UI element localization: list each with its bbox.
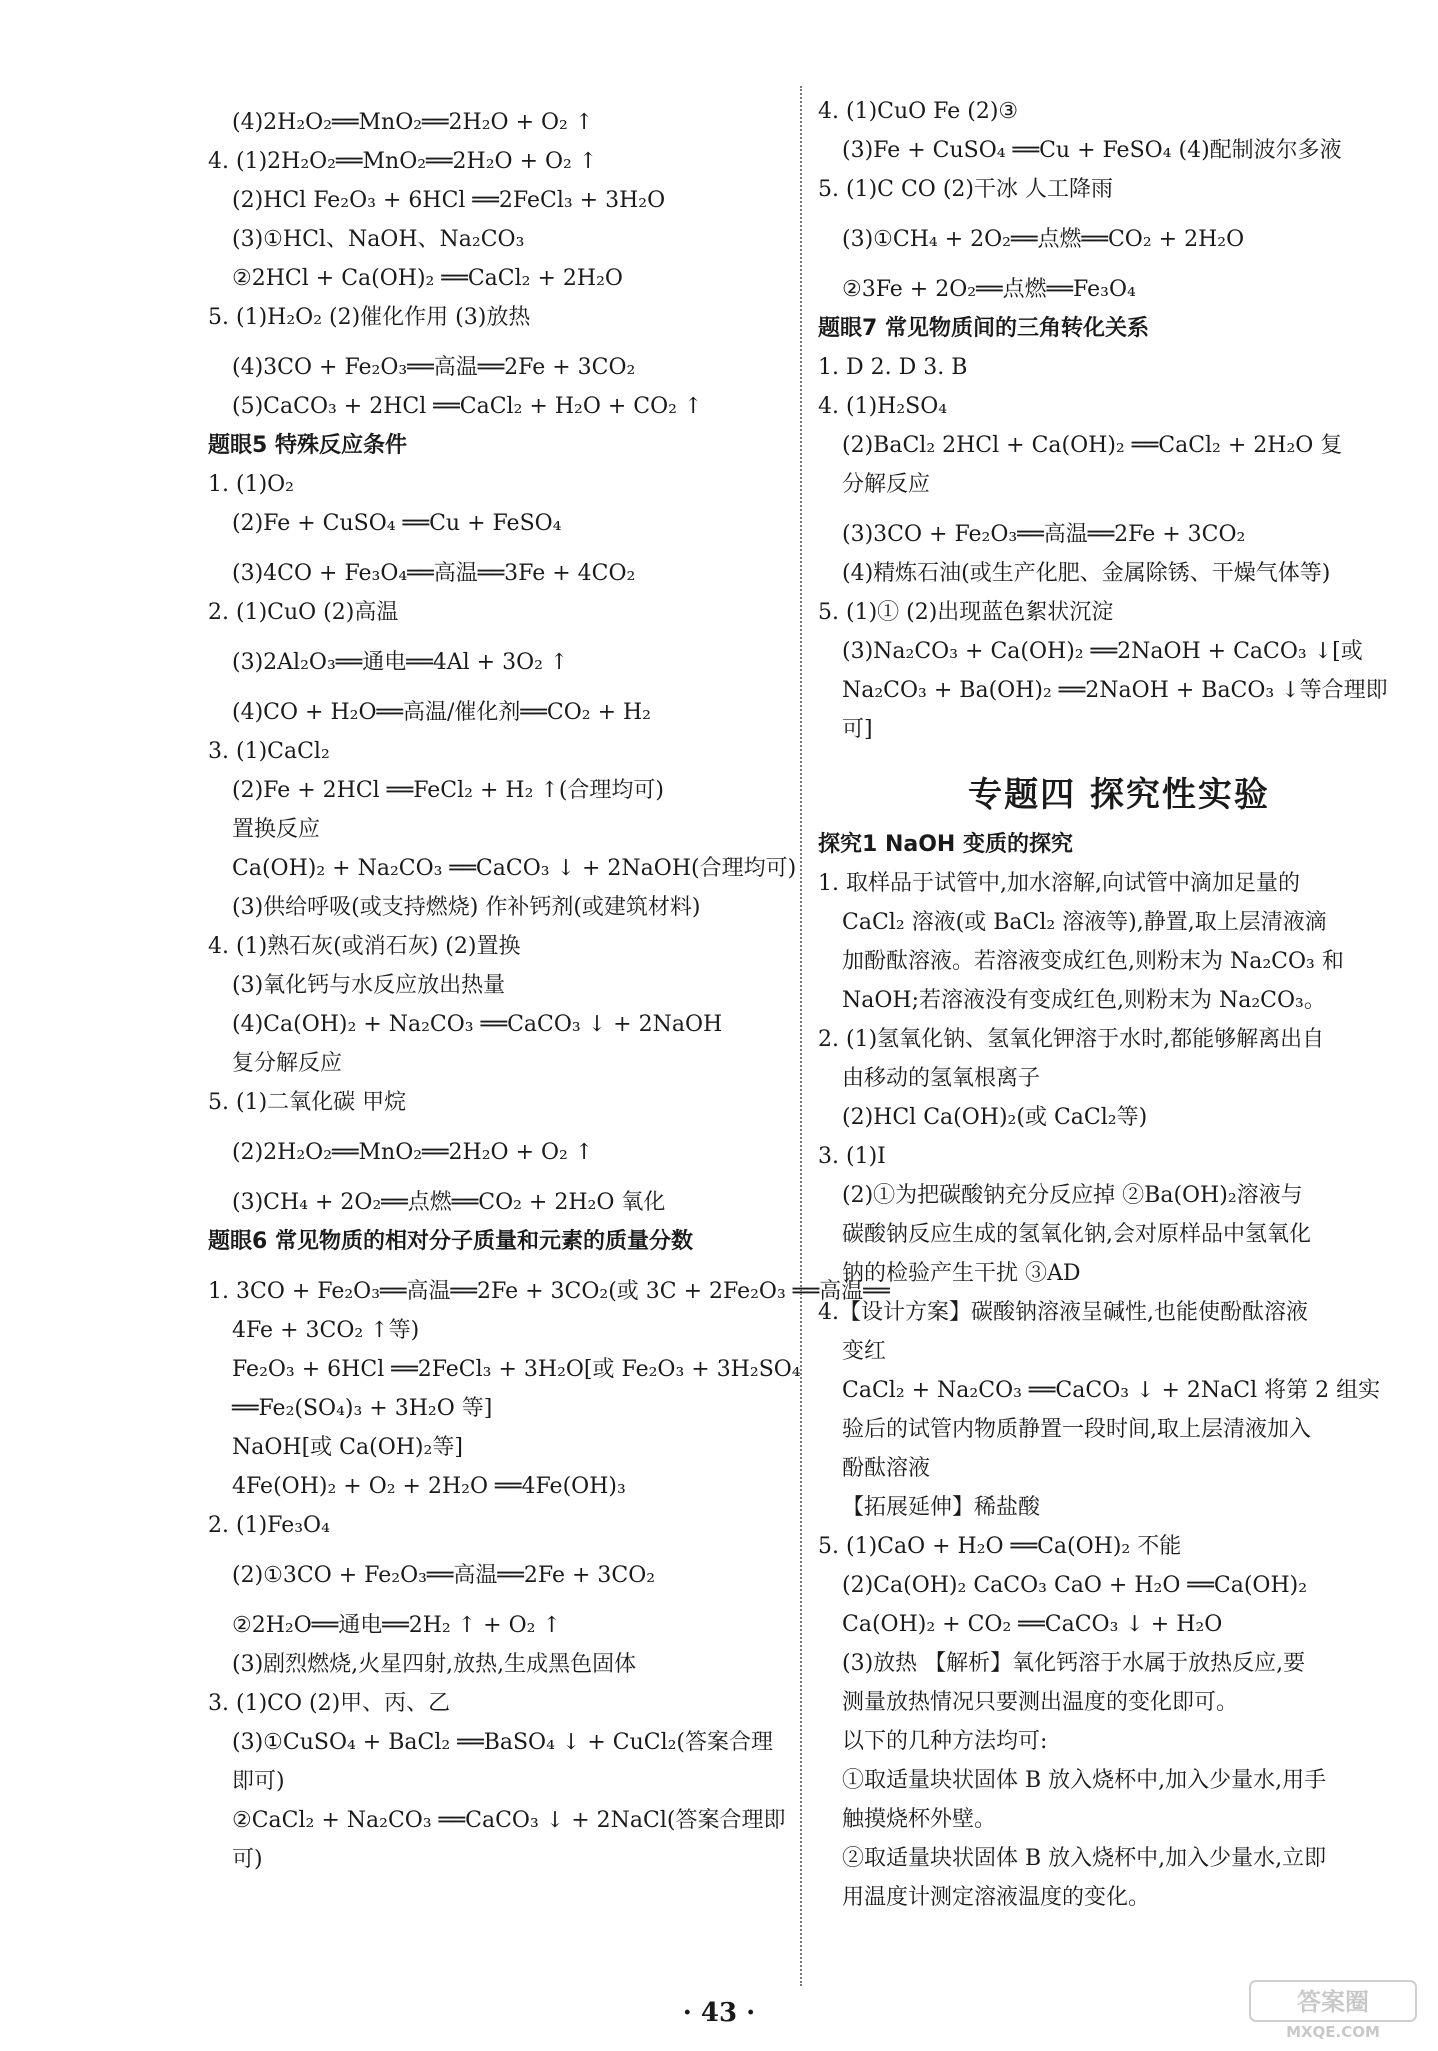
- answer-line: 4. (1)2H₂O₂══MnO₂══2H₂O + O₂ ↑: [208, 149, 598, 174]
- answer-line: (3)①CH₄ + 2O₂══点燃══CO₂ + 2H₂O: [842, 227, 1245, 252]
- answer-line: (2)①3CO + Fe₂O₃══高温══2Fe + 3CO₂: [232, 1563, 656, 1588]
- answer-line: ②2H₂O══通电══2H₂ ↑ + O₂ ↑: [232, 1613, 561, 1638]
- watermark-top: 答案圈: [1297, 1988, 1369, 2016]
- answer-line: (3)Na₂CO₃ + Ca(OH)₂ ══2NaOH + CaCO₃ ↓[或: [842, 639, 1363, 664]
- answer-line: 4. (1)熟石灰(或消石灰) (2)置换: [208, 934, 521, 959]
- answer-line: 变红: [842, 1339, 887, 1364]
- answer-line: 5. (1)CaO + H₂O ══Ca(OH)₂ 不能: [818, 1534, 1182, 1559]
- answer-line: (3)CH₄ + 2O₂══点燃══CO₂ + 2H₂O 氧化: [232, 1190, 666, 1215]
- answer-line: 5. (1)二氧化碳 甲烷: [208, 1090, 407, 1115]
- answer-line: ②取适量块状固体 B 放入烧杯中,加入少量水,立即: [842, 1846, 1327, 1871]
- answer-line: (2)2H₂O₂══MnO₂══2H₂O + O₂ ↑: [232, 1140, 594, 1165]
- answer-line: 4.【设计方案】碳酸钠溶液呈碱性,也能使酚酞溶液: [818, 1300, 1308, 1325]
- answer-line: (2)Ca(OH)₂ CaCO₃ CaO + H₂O ══Ca(OH)₂: [842, 1573, 1308, 1598]
- answer-line: (3)剧烈燃烧,火星四射,放热,生成黑色固体: [232, 1652, 637, 1677]
- answer-line: 置换反应: [232, 817, 321, 842]
- answer-line: (3)2Al₂O₃══通电══4Al + 3O₂ ↑: [232, 650, 569, 675]
- answer-line: 1. D 2. D 3. B: [818, 355, 968, 380]
- answer-line: 即可): [232, 1769, 285, 1794]
- answer-line: 复分解反应: [232, 1051, 343, 1076]
- answer-line: (2)Fe + 2HCl ══FeCl₂ + H₂ ↑(合理均可): [232, 778, 664, 803]
- answer-line: (2)HCl Ca(OH)₂(或 CaCl₂等): [842, 1105, 1148, 1130]
- answer-line: 4Fe(OH)₂ + O₂ + 2H₂O ══4Fe(OH)₃: [232, 1474, 626, 1499]
- answer-line: (3)3CO + Fe₂O₃══高温══2Fe + 3CO₂: [842, 522, 1246, 547]
- answer-line: ②3Fe + 2O₂══点燃══Fe₃O₄: [842, 277, 1136, 302]
- answer-line: 2. (1)氢氧化钠、氢氧化钾溶于水时,都能够解离出自: [818, 1027, 1325, 1052]
- section-heading: 探究1 NaOH 变质的探究: [818, 832, 1073, 857]
- answer-line: 2. (1)CuO (2)高温: [208, 600, 399, 625]
- answer-line: 以下的几种方法均可:: [842, 1729, 1048, 1754]
- answer-line: (4)2H₂O₂══MnO₂══2H₂O + O₂ ↑: [232, 110, 594, 135]
- answer-line: (3)放热 【解析】氧化钙溶于水属于放热反应,要: [842, 1651, 1306, 1676]
- answer-line: 测量放热情况只要测出温度的变化即可。: [842, 1690, 1239, 1715]
- topic-title: 专题四 探究性实验: [968, 775, 1270, 815]
- answer-line: 4Fe + 3CO₂ ↑等): [232, 1318, 420, 1343]
- answer-line: Fe₂O₃ + 6HCl ══2FeCl₃ + 3H₂O[或 Fe₂O₃ + 3H₂SO₄: [232, 1357, 801, 1382]
- answer-line: (2)BaCl₂ 2HCl + Ca(OH)₂ ══CaCl₂ + 2H₂O 复: [842, 433, 1343, 458]
- answer-line: ①取适量块状固体 B 放入烧杯中,加入少量水,用手: [842, 1768, 1327, 1793]
- answer-line: 由移动的氢氧根离子: [842, 1066, 1041, 1091]
- answer-line: 碳酸钠反应生成的氢氧化钠,会对原样品中氢氧化: [842, 1222, 1311, 1247]
- answer-line: (3)供给呼吸(或支持燃烧) 作补钙剂(或建筑材料): [232, 895, 701, 920]
- answer-line: 1. 3CO + Fe₂O₃══高温══2Fe + 3CO₂(或 3C + 2Fe₂O₃ ══高温══: [208, 1279, 890, 1304]
- answer-line: 4. (1)CuO Fe (2)③: [818, 99, 1019, 124]
- answer-line: (3)Fe + CuSO₄ ══Cu + FeSO₄ (4)配制波尔多液: [842, 138, 1342, 163]
- answer-line: 3. (1)Ⅰ: [818, 1144, 886, 1169]
- answer-line: 4. (1)H₂SO₄: [818, 394, 948, 419]
- answer-line: Ca(OH)₂ + CO₂ ══CaCO₃ ↓ + H₂O: [842, 1612, 1223, 1637]
- answer-line: ②2HCl + Ca(OH)₂ ══CaCl₂ + 2H₂O: [232, 266, 623, 291]
- answer-line: NaOH[或 Ca(OH)₂等]: [232, 1435, 463, 1460]
- answer-line: (2)HCl Fe₂O₃ + 6HCl ══2FeCl₃ + 3H₂O: [232, 188, 666, 213]
- answer-line: (4)Ca(OH)₂ + Na₂CO₃ ══CaCO₃ ↓ + 2NaOH: [232, 1012, 723, 1037]
- answer-line: NaOH;若溶液没有变成红色,则粉末为 Na₂CO₃。: [842, 988, 1326, 1013]
- answer-line: 1. (1)O₂: [208, 472, 295, 497]
- answer-line: CaCl₂ 溶液(或 BaCl₂ 溶液等),静置,取上层清液滴: [842, 910, 1327, 935]
- answer-line: 【拓展延伸】稀盐酸: [842, 1495, 1041, 1520]
- answer-line: 验后的试管内物质静置一段时间,取上层清液加入: [842, 1417, 1311, 1442]
- answer-line: (4)精炼石油(或生产化肥、金属除锈、干燥气体等): [842, 561, 1331, 586]
- right-column: [818, 92, 1420, 1917]
- answer-line: 5. (1)C CO (2)干冰 人工降雨: [818, 177, 1113, 202]
- section-heading: 题眼7 常见物质间的三角转化关系: [818, 316, 1149, 341]
- section-heading: 题眼5 特殊反应条件: [208, 433, 407, 458]
- answer-line: (3)①CuSO₄ + BaCl₂ ══BaSO₄ ↓ + CuCl₂(答案合理: [232, 1730, 774, 1755]
- answer-line: 钠的检验产生干扰 ③AD: [842, 1261, 1081, 1286]
- section-heading: 题眼6 常见物质的相对分子质量和元素的质量分数: [208, 1229, 693, 1254]
- answer-line: 分解反应: [842, 472, 931, 497]
- answer-line: (4)3CO + Fe₂O₃══高温══2Fe + 3CO₂: [232, 355, 636, 380]
- watermark-bottom: MXQE.COM: [1286, 2023, 1380, 2041]
- answer-line: 可]: [842, 717, 873, 742]
- answer-line: (5)CaCO₃ + 2HCl ══CaCl₂ + H₂O + CO₂ ↑: [232, 394, 703, 419]
- answer-line: 2. (1)Fe₃O₄: [208, 1513, 330, 1538]
- answer-line: 5. (1)① (2)出现蓝色絮状沉淀: [818, 600, 1114, 625]
- answer-line: 酚酞溶液: [842, 1456, 931, 1481]
- answer-line: (3)4CO + Fe₃O₄══高温══3Fe + 4CO₂: [232, 561, 636, 586]
- answer-line: 3. (1)CaCl₂: [208, 739, 330, 764]
- answer-line: CaCl₂ + Na₂CO₃ ══CaCO₃ ↓ + 2NaCl 将第 2 组实: [842, 1378, 1381, 1403]
- watermark-logo: [1248, 1979, 1418, 2041]
- answer-line: 加酚酞溶液。若溶液变成红色,则粉末为 Na₂CO₃ 和: [842, 949, 1344, 974]
- answer-line: (4)CO + H₂O══高温/催化剂══CO₂ + H₂: [232, 700, 651, 725]
- answer-line: (2)Fe + CuSO₄ ══Cu + FeSO₄: [232, 511, 562, 536]
- answer-line: Ca(OH)₂ + Na₂CO₃ ══CaCO₃ ↓ + 2NaOH(合理均可): [232, 856, 797, 881]
- answer-line: 3. (1)CO (2)甲、丙、乙: [208, 1691, 451, 1716]
- answer-line: Na₂CO₃ + Ba(OH)₂ ══2NaOH + BaCO₃ ↓等合理即: [842, 678, 1388, 703]
- answer-line: 用温度计测定溶液温度的变化。: [842, 1885, 1151, 1910]
- answer-line: (2)①为把碳酸钠充分反应掉 ②Ba(OH)₂溶液与: [842, 1183, 1303, 1208]
- answer-line: ══Fe₂(SO₄)₃ + 3H₂O 等]: [232, 1396, 493, 1421]
- answer-line: 1. 取样品于试管中,加水溶解,向试管中滴加足量的: [818, 871, 1300, 896]
- answer-line: (3)①HCl、NaOH、Na₂CO₃: [232, 227, 525, 252]
- page-number: · 43 ·: [682, 1998, 756, 2028]
- answer-line: ②CaCl₂ + Na₂CO₃ ══CaCO₃ ↓ + 2NaCl(答案合理即: [232, 1808, 786, 1833]
- answer-line: 5. (1)H₂O₂ (2)催化作用 (3)放热: [208, 305, 531, 330]
- answer-line: 触摸烧杯外壁。: [842, 1807, 997, 1832]
- answer-line: (3)氧化钙与水反应放出热量: [232, 973, 506, 998]
- answer-line: 可): [232, 1847, 263, 1872]
- column-divider: [800, 86, 802, 1986]
